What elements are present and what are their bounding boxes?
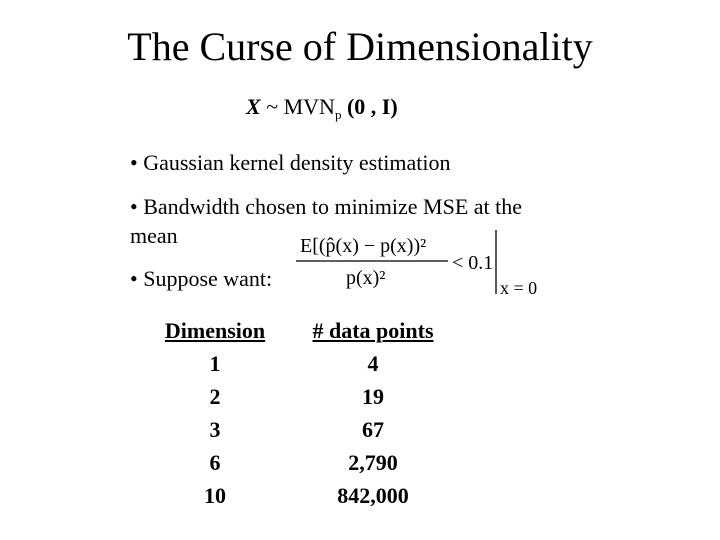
mse-denominator: p(x)²: [346, 267, 386, 289]
table-cell-data-points: 842,000: [337, 483, 409, 508]
mse-evaluated-at: x = 0: [500, 278, 538, 298]
slide-title: The Curse of Dimensionality: [127, 24, 593, 69]
dimension-column: [150, 314, 280, 512]
table-cell-dimension: 2: [209, 384, 221, 409]
data-points-column: [298, 314, 448, 512]
formula-params: (0 , I): [346, 94, 398, 119]
table-cell-data-points: 2,790: [348, 450, 398, 475]
formula-dist: MVN: [283, 94, 335, 119]
mse-inequality: < 0.1: [452, 252, 494, 274]
distribution-formula: [246, 92, 398, 130]
table-cell-data-points: 4: [367, 351, 379, 376]
formula-variable: X: [246, 94, 261, 119]
header-dimension: Dimension: [164, 318, 266, 343]
table-cell-dimension: 6: [209, 450, 221, 475]
bullet-suppose: • Suppose want:: [130, 266, 273, 291]
table-cell-dimension: 3: [209, 417, 221, 442]
mse-numerator: E[(p̂(x) − p(x))²: [300, 235, 427, 257]
bullet-bandwidth-cont: mean: [130, 223, 178, 248]
formula-tilde: ~: [266, 94, 279, 119]
bullet-kde: • Gaussian kernel density estimation: [130, 150, 451, 175]
header-data-points: # data points: [312, 318, 434, 343]
table-cell-dimension: 10: [204, 483, 226, 508]
table-cell-data-points: 67: [362, 417, 384, 442]
table-cell-data-points: 19: [362, 384, 384, 409]
table-cell-dimension: 1: [209, 351, 221, 376]
formula-subscript: p: [334, 107, 342, 122]
bullet-bandwidth: • Bandwidth chosen to minimize MSE at the: [130, 194, 523, 219]
mse-condition-formula: [290, 222, 560, 302]
